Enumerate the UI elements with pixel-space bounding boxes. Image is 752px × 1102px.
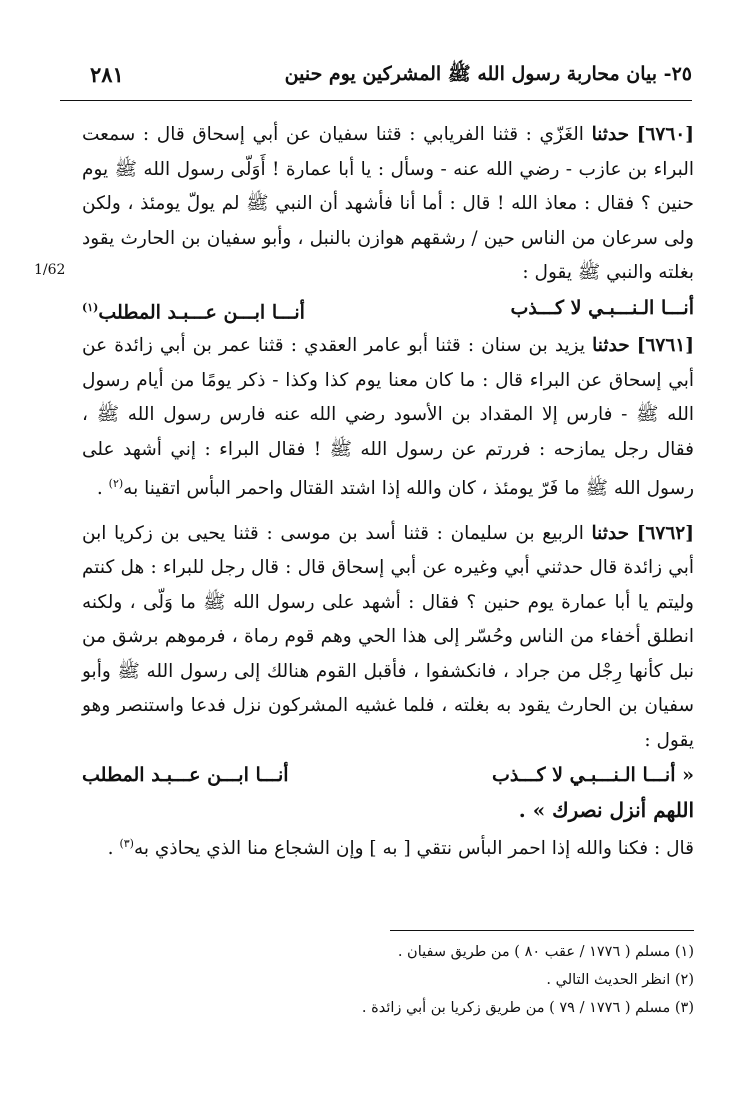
chapter-title: ٢٥- بيان محاربة رسول الله ﷺ المشركين يوم حنين: [284, 63, 692, 85]
verse-hemistich-right: « أنـــا الـنـــبـي لا كـــذب: [491, 764, 694, 787]
hadith-number: [٦٧٦٠]: [636, 124, 694, 145]
hadith-6761: [٦٧٦١] حدثنا يزيد بن سنان : قثنا أبو عامر العقدي : قثنا عمر بن أبي زائدة عن أبي إسحاق عن البراء قال : ما كان معنا يوم كذا وكذا - ذكر يومًا من أيام رسول الله ﷺ - فارس إلا المقداد بن الأسود رضي الله عنه فارس رسول الله ﷺ ، فقال رجل يمازحه : فررتم عن رسول الله ﷺ ! فقال البراء : إني أشهد على رسول الله ﷺ ما فَرّ يومئذ ، كان والله إذا اشتد القتال واحمر البأس اتقينا به$^{(٢)}$ .: [82, 335, 694, 500]
margin-folio-note: 1/62: [34, 262, 66, 278]
verse-line: [82, 758, 694, 793]
verse-hemistich-left: أنـــا ابـــن عـــبـد المطلب$^{(١)}$: [82, 300, 305, 323]
hadith-text: يزيد بن سنان : قثنا أبو عامر العقدي : قثنا عمر بن أبي زائدة عن أبي إسحاق عن البراء قال : ما كان معنا يوم كذا وكذا - ذكر يومًا من أيام رسول الله ﷺ - فارس إلا المقداد بن الأسود رضي الله عنه فارس رسول الله ﷺ ، فقال رجل يمازحه : فررتم عن رسول الله ﷺ ! فقال البراء : إني أشهد على رسول الله ﷺ ما فَرّ يومئذ ، كان والله إذا اشتد القتال واحمر البأس اتقينا به: [82, 335, 694, 500]
hadith-text: الغَزّي : قثنا الفريابي : قثنا سفيان عن أبي إسحاق قال : سمعت البراء بن عازب - رضي الله عنه - وسأل : يا أبا عمارة ! أَوَلّى رسول الله ﷺ يوم حنين ؟ فقال : معاذ الله ! قال : أما أنا فأشهد أن النبي ﷺ لم يولّ يومئذ ، ولكن ولى سرعان من الناس حين / رشقهم هوازن بالنبل ، وأبو سفيان بن الحارث يقود بغلته والنبي ﷺ يقول :: [82, 124, 694, 283]
page-header: [60, 62, 692, 98]
hadith-closing: قال : فكنا والله إذا احمر البأس نتقي [ به ] وإن الشجاع منا الذي يحاذي به$^{(٣)}$ .: [107, 837, 694, 860]
hadith-lead: حدثنا: [592, 335, 630, 357]
footnote-1: (١) مسلم ( ١٧٧٦ / عقب ٨٠ ) من طريق سفيان .: [397, 944, 694, 960]
footnote-2: (٢) انظر الحديث التالي .: [546, 972, 694, 988]
hadith-6760: [82, 118, 694, 291]
hadith-lead: حدثنا: [591, 124, 630, 145]
header-divider: [60, 100, 692, 101]
hadith-6762: [82, 517, 694, 759]
verse-prayer: اللهم أنزل نصرك » .: [518, 797, 694, 822]
hadith-number: [٦٧٦١]: [636, 335, 694, 357]
verse-line: [82, 291, 694, 330]
hadith-number: [٦٧٦٢]: [636, 522, 695, 544]
footnote-ref: (٣): [119, 837, 134, 851]
footnote-divider: [390, 930, 694, 931]
hadith-text: الربيع بن سليمان : قثنا أسد بن موسى : قثنا يحيى بن زكريا ابن أبي زائدة قال حدثني أبي وغيره عن أبي إسحاق قال : قال رجل للبراء : هل كنتم وليتم يا أبا عمارة يوم حنين ؟ فقال : أشهد على رسول الله ﷺ ما وَلّى ، ولكنه انطلق أخفاء من الناس وحُسّر إلى هذا الحي وهم قوم رماة ، فرموهم برشق من نبل كأنها رِجْل من جراد ، فانكشفوا ، فأقبل القوم هنالك إلى رسول الله ﷺ وأبو سفيان بن الحارث يقود به بغلته ، فلما غشيه المشركون نزل فدعا واستنصر وهو يقول :: [82, 522, 694, 751]
footnote-ref: (٢): [108, 477, 124, 491]
footnote-3: (٣) مسلم ( ١٧٧٦ / ٧٩ ) من طريق زكريا بن أبي زائدة .: [361, 1000, 694, 1016]
hadith-lead: حدثنا: [591, 522, 630, 544]
verse-hemistich-left: أنـــا ابـــن عـــبـد المطلب: [82, 764, 289, 787]
body-text: [82, 118, 694, 867]
page-number: ٢٨١: [90, 62, 124, 87]
verse-hemistich-right: أنـــا الـنـــبـي لا كـــذب: [510, 296, 694, 319]
footnote-ref: (١): [82, 300, 99, 314]
footnotes: [82, 938, 694, 1022]
